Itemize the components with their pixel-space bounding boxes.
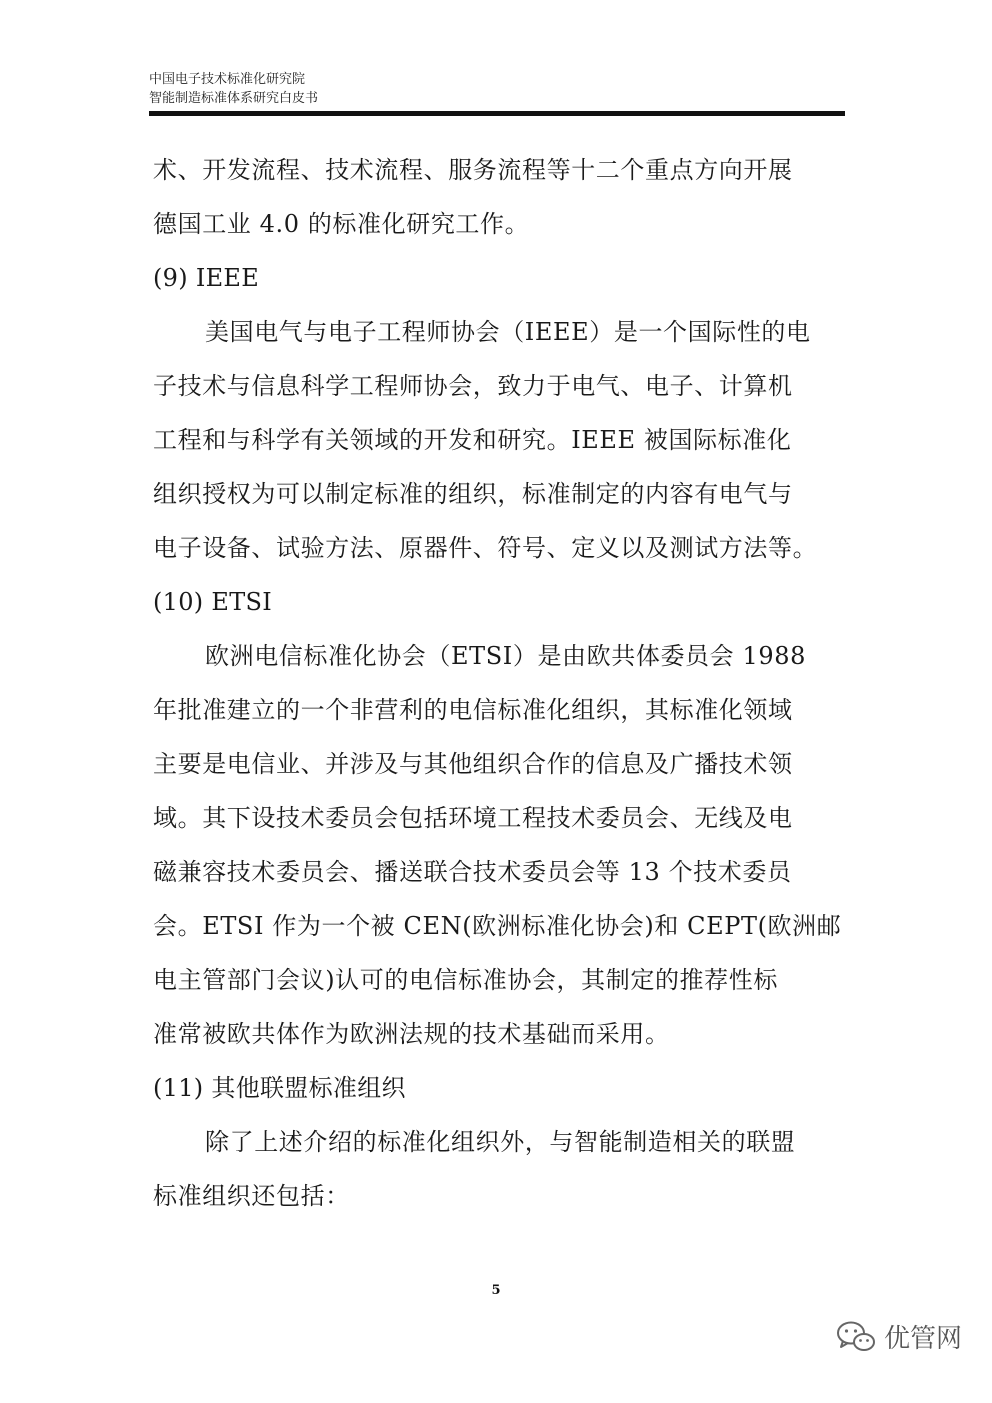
paragraph-line: 域。其下设技术委员会包括环境工程技术委员会、无线及电 — [153, 804, 793, 832]
page-number: 5 — [491, 1283, 501, 1298]
paragraph-line: 准常被欧共体作为欧洲法规的技术基础而采用。 — [153, 1020, 670, 1048]
paragraph-line: 会。ETSI 作为一个被 CEN(欧洲标准化协会)和 CEPT(欧洲邮 — [153, 912, 842, 940]
paragraph-line: 磁兼容技术委员会、播送联合技术委员会等 13 个技术委员 — [153, 858, 792, 886]
section-heading-other-alliances: (11) 其他联盟标准组织 — [153, 1074, 406, 1102]
page-header — [149, 70, 845, 108]
paragraph-line: 子技术与信息科学工程师协会，致力于电气、电子、计算机 — [153, 372, 793, 400]
section-heading-ieee: (9) IEEE — [153, 264, 260, 292]
document-body — [153, 143, 843, 1223]
paragraph-line: 美国电气与电子工程师协会（IEEE）是一个国际性的电 — [205, 318, 811, 346]
paragraph-line: 电主管部门会议)认可的电信标准协会，其制定的推荐性标 — [153, 966, 778, 994]
header-organization: 中国电子技术标准化研究院 — [149, 72, 306, 87]
section-heading-etsi: (10) ETSI — [153, 588, 273, 616]
wechat-icon — [836, 1320, 876, 1354]
paragraph-line: 组织授权为可以制定标准的组织，标准制定的内容有电气与 — [153, 480, 793, 508]
paragraph-line: 工程和与科学有关领域的开发和研究。IEEE 被国际标准化 — [153, 426, 792, 454]
paragraph-line: 电子设备、试验方法、原器件、符号、定义以及测试方法等。 — [153, 534, 818, 562]
paragraph-line: 主要是电信业、并涉及与其他组织合作的信息及广播技术领 — [153, 750, 793, 778]
watermark — [836, 1318, 962, 1355]
paragraph-line: 欧洲电信标准化协会（ETSI）是由欧共体委员会 1988 — [205, 642, 806, 670]
watermark-text: 优管网 — [883, 1324, 962, 1354]
paragraph-line: 除了上述介绍的标准化组织外，与智能制造相关的联盟 — [205, 1128, 796, 1156]
header-document-title: 智能制造标准体系研究白皮书 — [149, 91, 319, 106]
paragraph-line: 标准组织还包括： — [153, 1182, 350, 1210]
paragraph-line: 术、开发流程、技术流程、服务流程等十二个重点方向开展 — [153, 156, 793, 184]
header-rule — [149, 111, 845, 116]
paragraph-line: 德国工业 4.0 的标准化研究工作。 — [153, 210, 530, 238]
paragraph-line: 年批准建立的一个非营利的电信标准化组织，其标准化领域 — [153, 696, 793, 724]
